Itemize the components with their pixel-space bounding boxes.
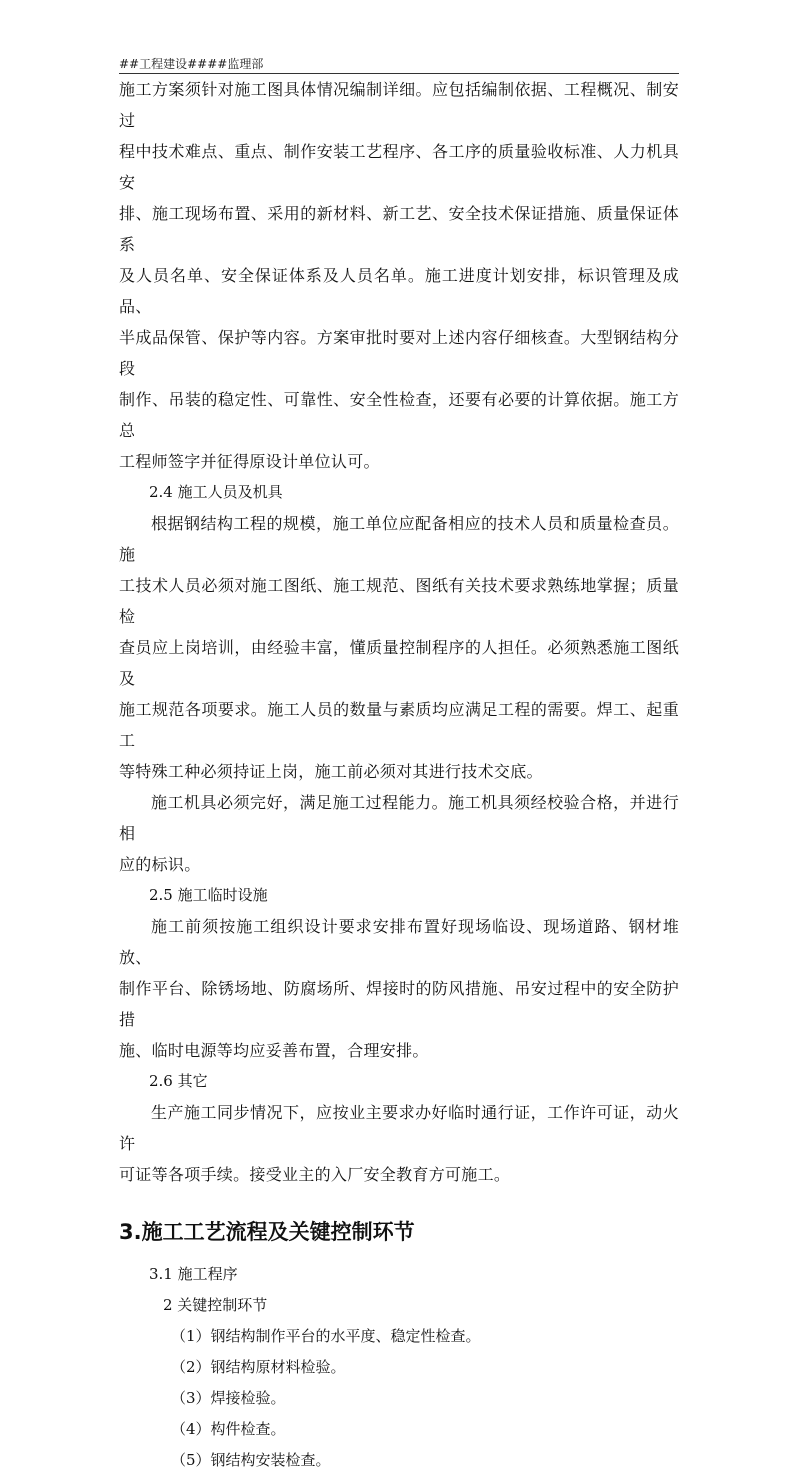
document-body [119, 74, 679, 1476]
intro-paragraph [119, 74, 679, 477]
paragraph-line: 制作平台、除锈场地、防腐场所、焊接时的防风措施、吊安过程中的安全防护措 [119, 979, 679, 1029]
paragraph-line: 工技术人员必须对施工图纸、施工规范、图纸有关技术要求熟练地掌握；质量检 [119, 576, 679, 626]
paragraph-line: 施工规范各项要求。施工人员的数量与素质均应满足工程的需要。焊工、起重工 [119, 700, 679, 750]
intro-line: 制作、吊装的稳定性、可靠性、安全性检查，还要有必要的计算依据。施工方总 [119, 390, 679, 440]
paragraph-line: 生产施工同步情况下，应按业主要求办好临时通行证，工作许可证，动火许 [119, 1103, 679, 1153]
section-2-4-paragraph-2 [119, 787, 679, 880]
paragraph-line: 施工机具必须完好，满足施工过程能力。施工机具须经校验合格，并进行相 [119, 793, 679, 843]
list-item: （3）焊接检验。 [171, 1389, 286, 1407]
section-2-5-paragraph [119, 911, 679, 1066]
section-2-5-heading: 2.5 施工临时设施 [149, 886, 268, 904]
list-item: （5）钢结构安装检查。 [171, 1451, 331, 1469]
section-3-heading: 3.施工工艺流程及关键控制环节 [119, 1220, 415, 1244]
section-2-4-paragraph-1 [119, 508, 679, 787]
intro-line: 半成品保管、保护等内容。方案审批时要对上述内容仔细核查。大型钢结构分段 [119, 328, 679, 378]
page-header: ##工程建设####监理部 [119, 57, 264, 71]
spacer [119, 1249, 679, 1259]
list-item: （4）构件检查。 [171, 1420, 286, 1438]
intro-line: 程中技术难点、重点、制作安装工艺程序、各工序的质量验收标准、人力机具安 [119, 142, 679, 192]
spacer [119, 1190, 679, 1215]
paragraph-line: 等特殊工种必须持证上岗，施工前必须对其进行技术交底。 [119, 762, 543, 781]
list-item: （1）钢结构制作平台的水平度、稳定性检查。 [171, 1327, 481, 1345]
intro-line: 工程师签字并征得原设计单位认可。 [119, 452, 380, 471]
intro-line: 及人员名单、安全保证体系及人员名单。施工进度计划安排，标识管理及成品、 [119, 266, 679, 316]
list-item: （2）钢结构原材料检验。 [171, 1358, 346, 1376]
paragraph-line: 应的标识。 [119, 855, 201, 874]
section-2-6-paragraph [119, 1097, 679, 1190]
paragraph-line: 施工前须按施工组织设计要求安排布置好现场临设、现场道路、钢材堆放、 [119, 917, 679, 967]
paragraph-line: 查员应上岗培训，由经验丰富，懂质量控制程序的人担任。必须熟悉施工图纸及 [119, 638, 679, 688]
section-2-4-heading: 2.4 施工人员及机具 [149, 483, 283, 501]
intro-line: 施工方案须针对施工图具体情况编制详细。应包括编制依据、工程概况、制安过 [119, 80, 679, 130]
paragraph-line: 可证等各项手续。接受业主的入厂安全教育方可施工。 [119, 1165, 511, 1184]
paragraph-line: 根据钢结构工程的规模，施工单位应配备相应的技术人员和质量检查员。施 [119, 514, 679, 564]
key-control-list [119, 1321, 679, 1476]
paragraph-line: 施、临时电源等均应妥善布置，合理安排。 [119, 1041, 429, 1060]
section-3-2-heading: 2 关键控制环节 [163, 1296, 268, 1314]
intro-line: 排、施工现场布置、采用的新材料、新工艺、安全技术保证措施、质量保证体系 [119, 204, 679, 254]
section-3-1-heading: 3.1 施工程序 [149, 1265, 238, 1283]
section-2-6-heading: 2.6 其它 [149, 1072, 208, 1090]
